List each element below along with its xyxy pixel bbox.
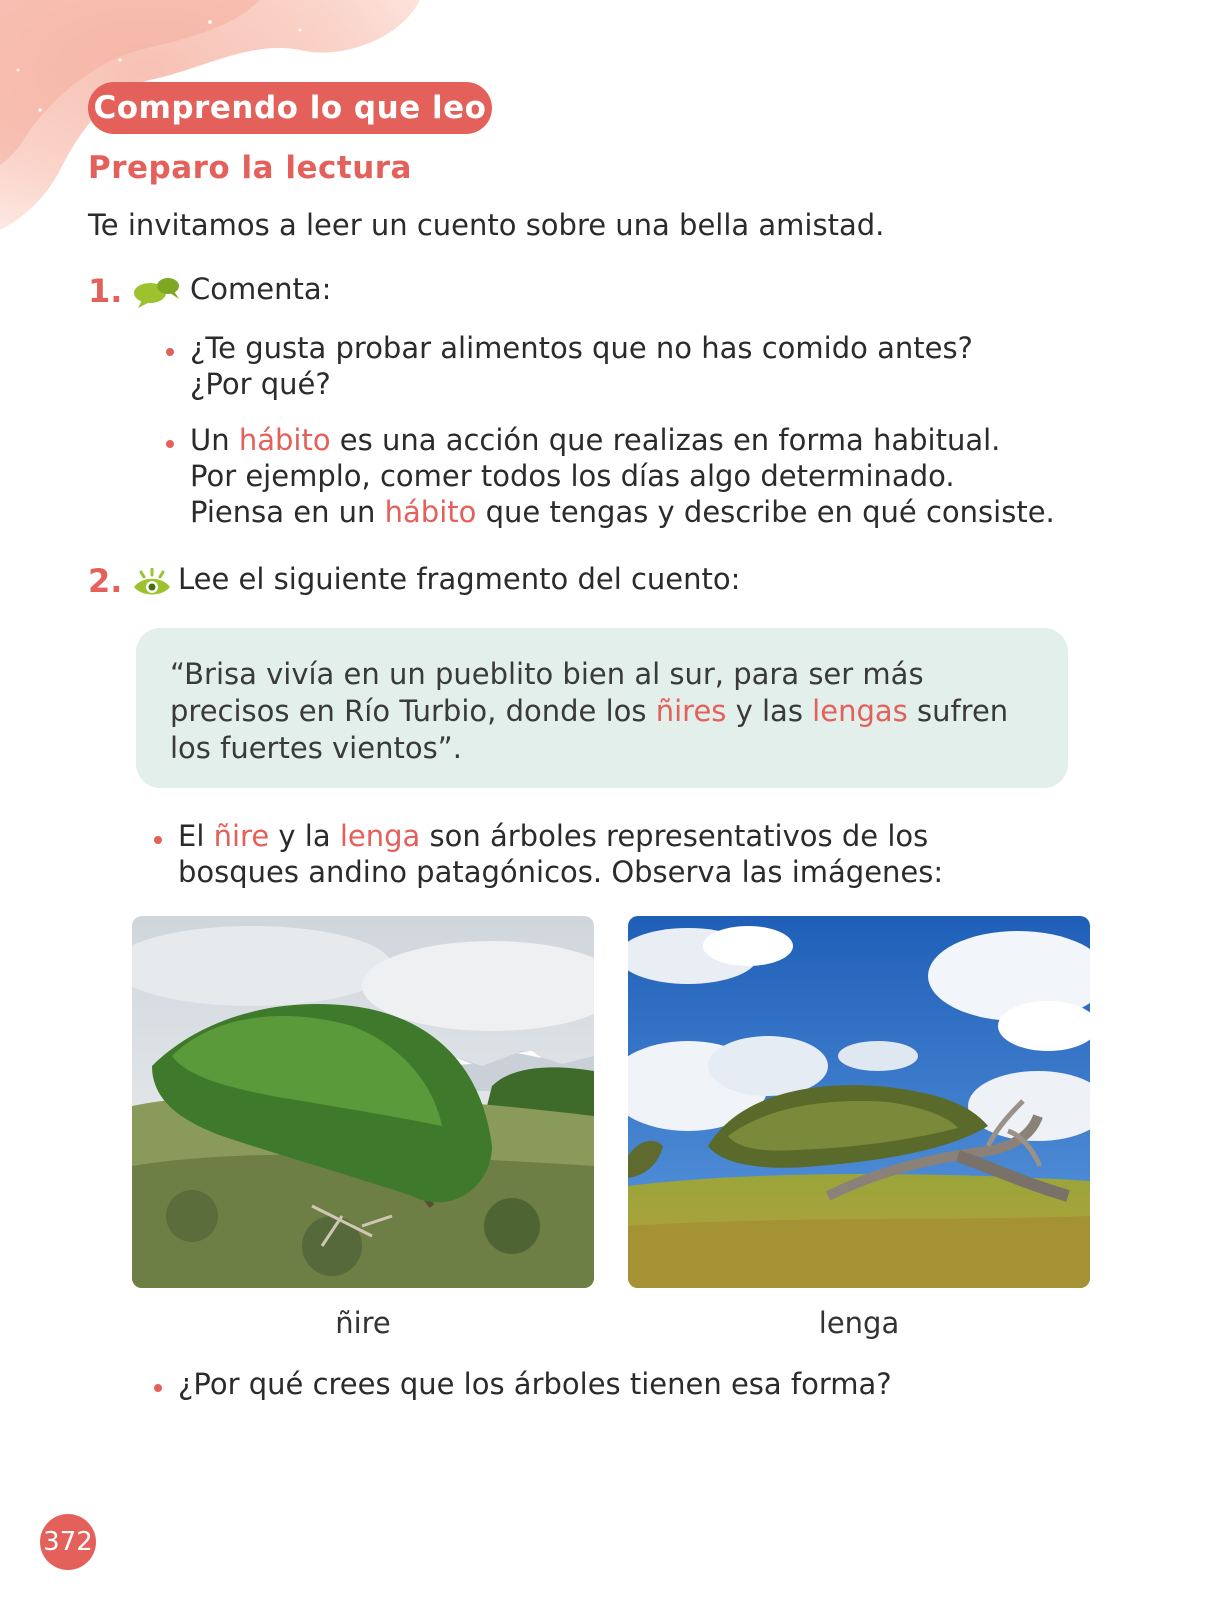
eye-icon: [132, 568, 172, 598]
bullet-dot: [166, 440, 174, 448]
text-span: El: [178, 819, 214, 853]
bullet-line: [190, 494, 1055, 530]
quote-line: “Brisa vivía en un pueblito bien al sur, para ser más: [170, 657, 924, 691]
quote-line: [170, 693, 1050, 730]
question-1-number: 1.: [88, 272, 123, 310]
question-2-bullet-2: ¿Por qué crees que los árboles tienen esa forma?: [178, 1367, 892, 1401]
story-fragment: [170, 656, 1050, 767]
subheading: Preparo la lectura: [88, 150, 412, 186]
bullet-dot: [166, 348, 174, 356]
bullet-line: ¿Por qué?: [190, 367, 331, 401]
text-span: que tengas y describe en qué consiste.: [476, 495, 1055, 529]
highlight-word: ñires: [655, 694, 727, 728]
highlight-word: lenga: [339, 819, 421, 853]
image-caption-nire: ñire: [335, 1306, 391, 1340]
highlight-word: ñire: [213, 819, 270, 853]
text-span: Un: [190, 423, 239, 457]
bullet-line: Por ejemplo, comer todos los días algo determinado.: [190, 459, 955, 493]
image-caption-lenga: lenga: [818, 1306, 900, 1340]
bullet-dot: [154, 836, 162, 844]
bullet-dot: [154, 1384, 162, 1392]
highlight-word: hábito: [384, 495, 477, 529]
question-2-number: 2.: [88, 562, 123, 600]
text-span: y la: [269, 819, 340, 853]
question-1-bullet-1: [190, 330, 973, 402]
text-span: precisos en Río Turbio, donde los: [170, 694, 656, 728]
nire-tree-photo: [132, 916, 594, 1288]
bullet-line: ¿Te gusta probar alimentos que no has comido antes?: [190, 331, 973, 365]
highlight-word: lengas: [812, 694, 908, 728]
section-title: Comprendo lo que leo: [88, 82, 492, 134]
lenga-tree-photo: [628, 916, 1090, 1288]
text-span: y las: [726, 694, 813, 728]
question-2-bullet-1: [178, 818, 943, 890]
text-span: son árboles representativos de los: [420, 819, 929, 853]
question-2-label: Lee el siguiente fragmento del cuento:: [178, 562, 741, 596]
bullet-line: [178, 818, 943, 854]
quote-line: los fuertes vientos”.: [170, 731, 462, 765]
bullet-line: bosques andino patagónicos. Observa las imágenes:: [178, 855, 944, 889]
question-1-label: Comenta:: [190, 272, 332, 306]
text-span: sufren: [907, 694, 1009, 728]
text-span: Piensa en un: [190, 495, 385, 529]
speech-bubbles-icon: [132, 276, 182, 310]
page-number: 372: [40, 1514, 96, 1570]
question-1-bullet-2: [190, 422, 1055, 530]
intro-text: Te invitamos a leer un cuento sobre una bella amistad.: [88, 208, 885, 242]
text-span: es una acción que realizas en forma habitual.: [330, 423, 1001, 457]
highlight-word: hábito: [238, 423, 331, 457]
bullet-line: [190, 422, 1055, 458]
